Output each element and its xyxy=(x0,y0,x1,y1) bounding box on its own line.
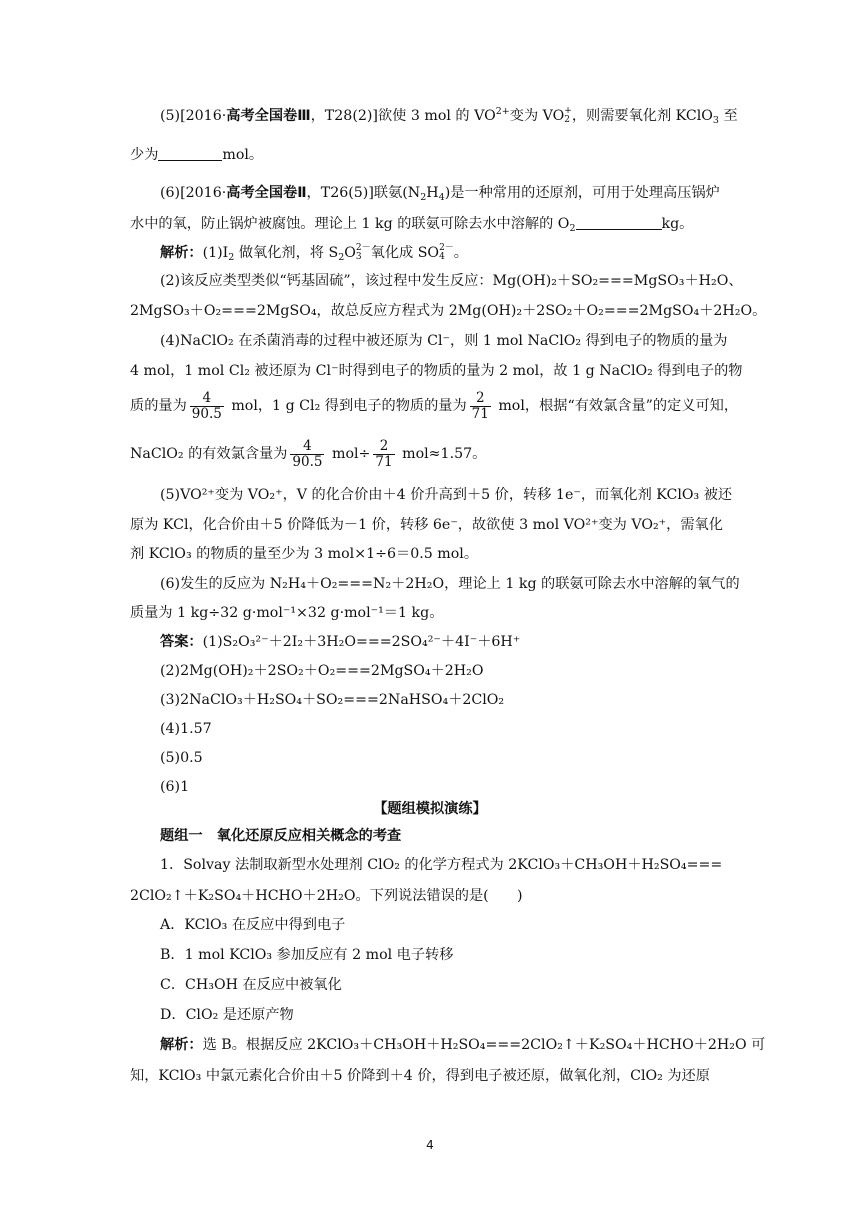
analysis-line10: 剂 KClO₃ 的物质的量至少为 3 mol×1÷6＝0.5 mol。 xyxy=(130,546,479,562)
analysis-line11: (6)发生的反应为 N₂H₄＋O₂===N₂＋2H₂O，理论上 1 kg 的联氨可除去水中溶解的氧气的 xyxy=(160,576,740,592)
option-a: A．KClO₃ 在反应中得到电子 xyxy=(160,917,346,933)
analysis-line8: (5)VO²⁺变为 VO₂⁺，V 的化合价由＋4 价升高到＋5 价，转移 1e⁻，而氧化剂 KClO₃ 被还 xyxy=(160,487,733,503)
analysis-line9: 原为 KCl，化合价由＋5 价降低为－1 价，转移 6e⁻，故欲使 3 mol VO²⁺变为 VO₂⁺，需氧化 xyxy=(130,517,723,533)
analysis-line7: NaClO₂ 的有效氯含量为 $\frac{4}{90.5}$ mol÷ $\frac{2}{71}$ mol≈1.57。 xyxy=(130,438,487,470)
analysis-line2: (2)该反应类型类似“钙基固硫”，该过程中发生反应：Mg(OH)₂＋SO₂===MgSO₃＋H₂O、 xyxy=(160,273,743,289)
option-b: B．1 mol KClO₃ 参加反应有 2 mol 电子转移 xyxy=(160,947,454,963)
analysis-line1: 解析：$(1)I_2$ 做氧化剂，将 $S_2O$ 2－ 3 氧化成 SO 2－ 4 。 xyxy=(160,243,468,263)
analysis-line12: 质量为 1 kg÷32 g·mol⁻¹×32 g·mol⁻¹＝1 kg。 xyxy=(130,605,444,621)
q6-line1: (6)[2016·高考全国卷Ⅱ，T26(5)]联氨$(N_2H_4)$是一种常用的还原剂，可用于处理高压锅炉 xyxy=(160,185,720,203)
answer-line3: (3)2NaClO₃＋H₂SO₄＋SO₂===2NaHSO₄＋2ClO₂ xyxy=(160,692,505,708)
answer-blank xyxy=(158,146,222,161)
group-heading: 题组一 氧化还原反应相关概念的考查 xyxy=(160,828,402,844)
analysis-line4: (4)NaClO₂ 在杀菌消毒的过程中被还原为 Cl⁻，则 1 mol NaClO₂ 得到电子的物质的量为 xyxy=(160,333,728,349)
answer-line1: 答案：(1)S₂O₃²⁻＋2I₂＋3H₂O===2SO₄²⁻＋4I⁻＋6H⁺ xyxy=(160,634,521,650)
analysis2-line2: 知，KClO₃ 中氯元素化合价由＋5 价降到＋4 价，得到电子被还原，做氧化剂，ClO₂ 为还原 xyxy=(130,1068,710,1084)
answer-line5: (5)0.5 xyxy=(160,750,203,766)
q5-line2: 少为 mol。 xyxy=(130,147,264,163)
answer-blank xyxy=(576,215,662,230)
option-d: D．ClO₂ 是还原产物 xyxy=(160,1007,294,1023)
answer-line2: (2)2Mg(OH)₂＋2SO₂＋O₂===2MgSO₄＋2H₂O xyxy=(160,663,484,679)
analysis-line5: 4 mol，1 mol Cl₂ 被还原为 Cl⁻时得到电子的物质的量为 2 mol，故 1 g NaClO₂ 得到电子的物 xyxy=(130,363,743,379)
answer-line6: (6)1 xyxy=(160,779,190,795)
q5-line1: (5)[2016·高考全国卷Ⅲ，T28(2)]欲使 3 mol 的 $VO^{2+}$变为 VO + 2 ，则需要氧化剂 KClO$_3$ 至 xyxy=(160,106,738,126)
answer-line4: (4)1.57 xyxy=(160,721,212,737)
analysis-line3: 2MgSO₃＋O₂===2MgSO₄，故总反应方程式为 2Mg(OH)₂＋2SO₂＋O₂===2MgSO₄＋2H₂O。 xyxy=(130,303,767,319)
option-c: C．CH₃OH 在反应中被氧化 xyxy=(160,977,342,993)
fraction: $\frac{4}{90.5}$ xyxy=(292,438,323,470)
fraction: $\frac{2}{71}$ xyxy=(375,438,393,470)
analysis2-line1: 解析：选 B。根据反应 2KClO₃＋CH₃OH＋H₂SO₄===2ClO₂↑＋K₂SO₄＋HCHO＋2H₂O 可 xyxy=(160,1037,766,1053)
fraction: $\frac{4}{90.5}$ xyxy=(191,390,222,422)
fraction: $\frac{2}{71}$ xyxy=(471,390,489,422)
analysis-line6: 质的量为 $\frac{4}{90.5}$ mol，1 g Cl₂ 得到电子的物质的量为 $\frac{2}{71}$ mol，根据“有效氯含量”的定义可知， xyxy=(130,390,739,422)
problem1-line2: 2ClO₂↑＋K₂SO₄＋HCHO＋2H₂O。下列说法错误的是( ) xyxy=(130,888,523,904)
q6-line2: 水中的氧，防止锅炉被腐蚀。理论上 1 kg 的联氨可除去水中溶解的 $O_2$ kg。 xyxy=(130,216,694,234)
problem1-line1: 1．Solvay 法制取新型水处理剂 ClO₂ 的化学方程式为 2KClO₃＋CH₃OH＋H₂SO₄=== xyxy=(160,857,723,873)
section-title: 【题组模拟演练】 xyxy=(373,801,487,817)
page-number: 4 xyxy=(426,1138,434,1152)
